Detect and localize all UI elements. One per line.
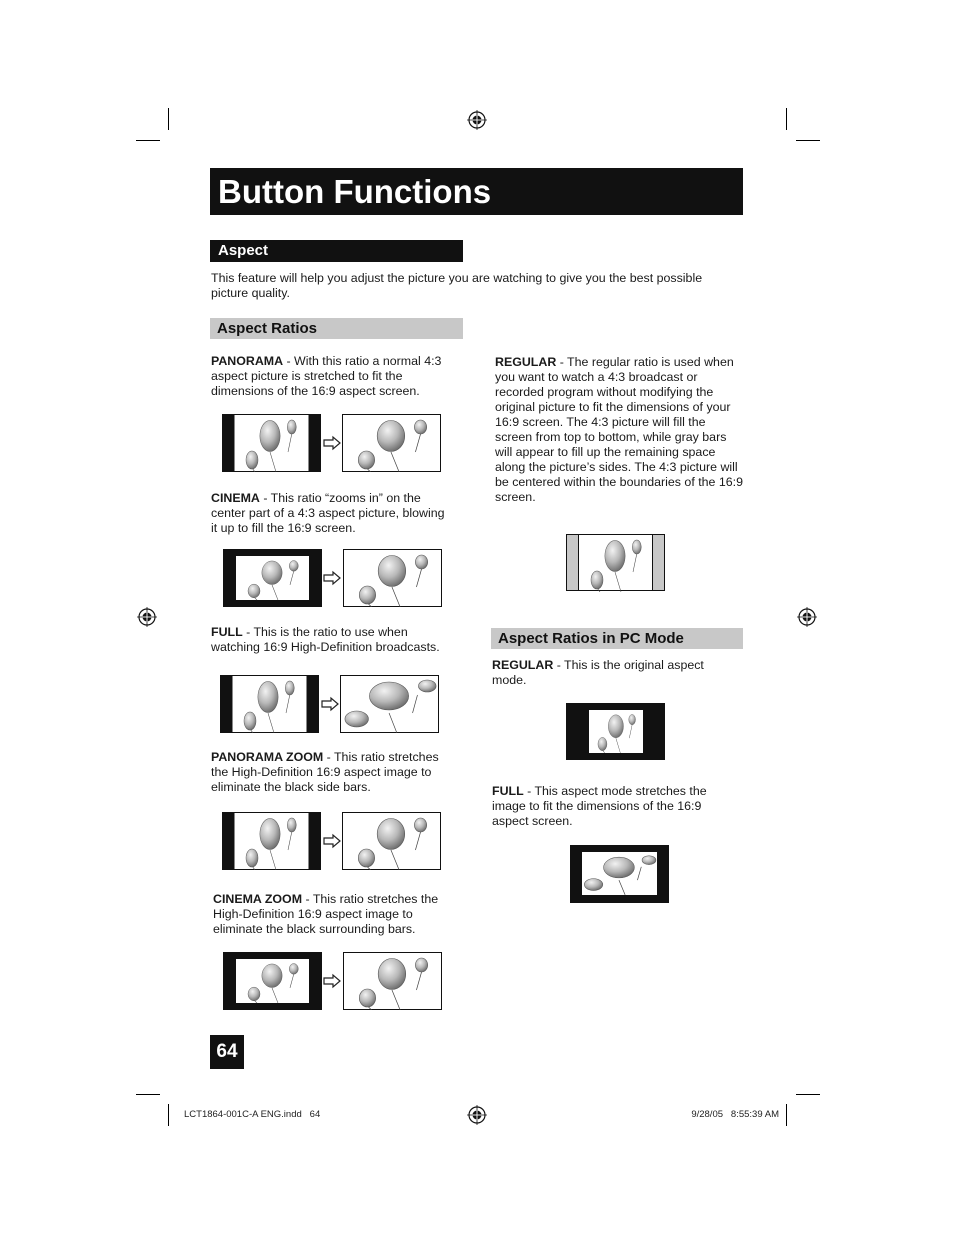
regular-diagram xyxy=(566,534,666,592)
registration-mark-icon xyxy=(467,110,487,130)
pc-full-term: FULL xyxy=(492,784,524,798)
page-number: 64 xyxy=(210,1035,244,1069)
cinema-term: CINEMA xyxy=(211,491,260,505)
cinema-description xyxy=(211,491,453,536)
page-title: Button Functions xyxy=(210,168,743,215)
pc-full-description xyxy=(492,784,722,829)
pc-full-text: - This aspect mode stretches the image to fit the dimensions of the 16:9 aspect screen. xyxy=(492,784,707,828)
crop-mark xyxy=(796,1094,820,1095)
crop-mark xyxy=(168,1104,169,1126)
panorama-zoom-description xyxy=(211,750,451,795)
registration-mark-icon xyxy=(797,607,817,627)
pc-regular-diagram xyxy=(566,703,666,761)
panorama-zoom-diagram xyxy=(222,812,442,870)
pc-full-diagram xyxy=(570,845,670,903)
cinema-zoom-description xyxy=(213,892,453,937)
aspect-ratios-heading: Aspect Ratios xyxy=(210,318,463,339)
cinema-zoom-diagram xyxy=(223,952,443,1010)
registration-mark-icon xyxy=(467,1105,487,1125)
pc-regular-description xyxy=(492,658,722,688)
panorama-term: PANORAMA xyxy=(211,354,284,368)
footer-datetime: 9/28/05 8:55:39 AM xyxy=(691,1109,779,1120)
cinema-text: - This ratio “zooms in” on the center part of a 4:3 aspect picture, blowing it up to fill the 16:9 screen. xyxy=(211,491,445,535)
regular-term: REGULAR xyxy=(495,355,557,369)
cinema-zoom-text: - This ratio stretches the High-Definition 16:9 aspect image to eliminate the black surrounding bars. xyxy=(213,892,439,936)
footer-file: LCT1864-001C-A ENG.indd 64 xyxy=(184,1109,321,1120)
regular-description xyxy=(495,355,745,505)
crop-mark xyxy=(136,140,160,141)
full-text: - This is the ratio to use when watching 16:9 High-Definition broadcasts. xyxy=(211,625,440,654)
crop-mark xyxy=(168,108,169,130)
pc-mode-heading: Aspect Ratios in PC Mode xyxy=(491,628,743,649)
full-term: FULL xyxy=(211,625,243,639)
panorama-zoom-text: - This ratio stretches the High-Definition 16:9 aspect image to eliminate the black side bars. xyxy=(211,750,439,794)
crop-mark xyxy=(136,1094,160,1095)
panorama-description xyxy=(211,354,446,399)
panorama-text: - With this ratio a normal 4:3 aspect picture is stretched to fit the dimensions of the 16:9 aspect screen. xyxy=(211,354,442,398)
panorama-diagram xyxy=(222,414,442,472)
crop-mark xyxy=(786,1104,787,1126)
panorama-zoom-term: PANORAMA ZOOM xyxy=(211,750,324,764)
cinema-diagram xyxy=(223,549,443,607)
cinema-zoom-term: CINEMA ZOOM xyxy=(213,892,303,906)
full-description xyxy=(211,625,451,655)
full-diagram xyxy=(220,675,440,733)
aspect-heading: Aspect xyxy=(210,240,463,262)
regular-text: - The regular ratio is used when you want to watch a 4:3 broadcast or recorded program without modifying the original picture to fit the dimensions of your 16:9 screen. The 4:3 picture will fill the screen from top to bottom, while gray bars will appear to fill up the remaining space along the picture’s sides. The 4:3 picture will be centered within the boundaries of the 16:9 screen. xyxy=(495,355,743,504)
pc-regular-term: REGULAR xyxy=(492,658,554,672)
registration-mark-icon xyxy=(137,607,157,627)
aspect-intro: This feature will help you adjust the picture you are watching to give you the best possible picture quality. xyxy=(211,271,703,300)
pc-regular-text: - This is the original aspect mode. xyxy=(492,658,704,687)
crop-mark xyxy=(796,140,820,141)
crop-mark xyxy=(786,108,787,130)
